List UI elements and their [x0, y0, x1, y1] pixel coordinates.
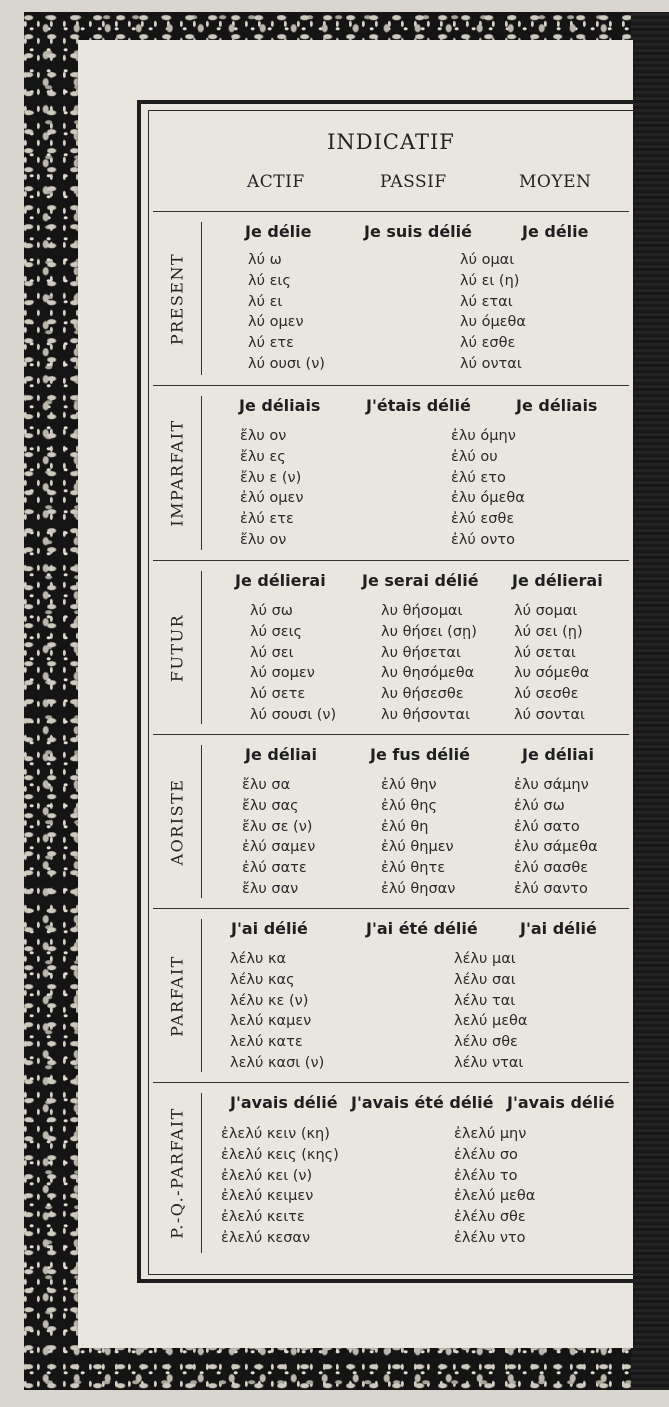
- form-cell: ἐλελύ κειμεν: [221, 1188, 314, 1205]
- form-cell: λύ εται: [460, 293, 513, 310]
- form-cell: ἐλυ όμεθα: [451, 490, 525, 507]
- form-cell: λύ σομεν: [250, 665, 315, 682]
- form-cell: ἐλύ σαντο: [514, 880, 588, 897]
- moyen-gloss: Je déliai: [522, 745, 594, 764]
- form-cell: λύ σετε: [250, 686, 306, 703]
- form-cell: λέλυ κα: [230, 951, 287, 967]
- form-cell: ἐλυ σάμεθα: [514, 839, 598, 856]
- form-cell: λύ ετε: [248, 335, 294, 352]
- form-cell: ἐλελύ κειν (κη): [221, 1126, 330, 1142]
- form-cell: ἐλύ σατε: [242, 860, 307, 877]
- section-label: PARFAIT: [167, 954, 187, 1037]
- form-cell: λύ ομεν: [248, 314, 304, 331]
- form-cell: λέλυ κας: [230, 971, 295, 988]
- form-cell: ἐλύ ου: [451, 448, 498, 465]
- form-cell: λυ θήσεσθε: [381, 686, 464, 703]
- form-cell: ἐλύ θητε: [381, 860, 446, 877]
- form-cell: ἐλέλυ σο: [454, 1146, 518, 1163]
- form-cell: λυ θήσομαι: [381, 603, 463, 619]
- form-cell: ἐλύ σασθε: [514, 860, 589, 877]
- actif-forms: [250, 601, 336, 726]
- form-cell: ἐλέλυ ντο: [454, 1229, 526, 1246]
- form-cell: λύ ουσι (ν): [248, 355, 325, 372]
- form-cell: ἐλύ σω: [514, 797, 565, 814]
- moyen-gloss: J'avais délié: [507, 1093, 615, 1112]
- actif-gloss: J'ai délié: [231, 919, 308, 938]
- form-cell: λύ σονται: [514, 706, 585, 723]
- actif-gloss: J'avais délié: [230, 1093, 338, 1112]
- form-cell: λυ θησόμεθα: [381, 665, 475, 682]
- moyen-gloss: Je déliais: [516, 396, 598, 415]
- form-cell: ἔλυ ον: [240, 531, 287, 548]
- section-present: [153, 212, 629, 385]
- passif-forms: [381, 775, 455, 900]
- passif-gloss: J'ai été délié: [366, 919, 478, 938]
- form-cell: ἐλύ ετε: [240, 511, 294, 528]
- form-cell: λύ σει (ῃ): [514, 623, 583, 640]
- moyen-forms: [454, 949, 528, 1074]
- actif-gloss: Je déliai: [245, 745, 317, 764]
- form-cell: λύ σομαι: [514, 603, 578, 619]
- form-cell: ἐλελύ κει (ν): [221, 1167, 313, 1184]
- form-cell: ἔλυ σε (ν): [242, 818, 313, 835]
- form-cell: λυ θήσονται: [381, 706, 470, 723]
- form-cell: λύ ω: [248, 252, 282, 268]
- form-cell: ἐλέλυ το: [454, 1167, 518, 1184]
- form-cell: λέλυ σθε: [454, 1034, 518, 1051]
- form-cell: ἔλυ σαν: [242, 880, 299, 897]
- form-cell: ἔλυ ον: [240, 428, 287, 444]
- form-cell: λύ ονται: [460, 355, 522, 372]
- section-label: PRESENT: [167, 252, 187, 345]
- notebook-spine: [631, 12, 669, 1390]
- form-cell: ἐλύ σαμεν: [242, 839, 316, 856]
- form-cell: ἐλύ σατο: [514, 818, 580, 835]
- form-cell: λύ σεσθε: [514, 686, 579, 703]
- form-cell: ἐλυ όμην: [451, 428, 516, 444]
- form-cell: ἐλύ θησαν: [381, 880, 456, 897]
- form-cell: λύ σω: [250, 603, 293, 619]
- form-cell: λελύ κατε: [230, 1034, 303, 1051]
- form-cell: λύ ει: [248, 293, 283, 310]
- form-cell: ἔλυ σας: [242, 797, 299, 814]
- moyen-forms: [454, 1124, 535, 1249]
- passif-forms: [381, 601, 477, 726]
- form-cell: λέλυ σαι: [454, 971, 516, 988]
- moyen-forms: [514, 775, 598, 900]
- form-cell: ἐλελύ μην: [454, 1126, 527, 1142]
- form-cell: λέλυ μαι: [454, 951, 516, 967]
- passif-gloss: Je fus délié: [370, 745, 470, 764]
- actif-gloss: Je délierai: [235, 571, 326, 590]
- section-plus-que-parfait: [153, 1083, 629, 1263]
- moyen-forms: [514, 601, 589, 726]
- moyen-forms: [460, 250, 526, 375]
- form-cell: ἐλελύ κεις (κης): [221, 1146, 339, 1163]
- form-cell: ἐλύ ετο: [451, 469, 506, 486]
- form-cell: λυ όμεθα: [460, 314, 526, 331]
- actif-gloss: Je déliais: [239, 396, 321, 415]
- form-cell: λελύ μεθα: [454, 1013, 528, 1030]
- moyen-forms: [451, 426, 525, 551]
- form-cell: ἐλύ θην: [381, 777, 437, 793]
- section-label: IMPARFAIT: [167, 419, 187, 527]
- actif-forms: [248, 250, 325, 375]
- form-cell: ἐλέλυ σθε: [454, 1209, 526, 1226]
- form-cell: λύ ει (η): [460, 272, 520, 289]
- column-header-moyen: MOYEN: [519, 172, 592, 192]
- form-cell: ἐλύ εσθε: [451, 511, 515, 528]
- form-cell: λύ εσθε: [460, 335, 516, 352]
- actif-forms: [230, 949, 324, 1074]
- section-aoriste: [153, 735, 629, 908]
- section-label: FUTUR: [167, 613, 187, 682]
- form-cell: ἔλυ ε (ν): [240, 469, 302, 486]
- form-cell: ἐλύ ομεν: [240, 490, 304, 507]
- page-title: INDICATIF: [327, 130, 455, 154]
- passif-gloss: Je serai délié: [362, 571, 479, 590]
- form-cell: λύ εις: [248, 272, 291, 289]
- actif-forms: [221, 1124, 339, 1249]
- form-cell: ἔλυ σα: [242, 777, 291, 793]
- section-label: AORISTE: [167, 778, 187, 865]
- form-cell: λύ σεται: [514, 644, 576, 661]
- passif-gloss: J'étais délié: [366, 396, 471, 415]
- moyen-gloss: Je délie: [522, 222, 589, 241]
- section-imparfait: [153, 386, 629, 560]
- form-cell: ἔλυ ες: [240, 448, 286, 465]
- form-cell: λύ σεις: [250, 623, 303, 640]
- form-cell: λυ σόμεθα: [514, 665, 590, 682]
- section-futur: [153, 561, 629, 734]
- section-parfait: [153, 909, 629, 1082]
- column-header-passif: PASSIF: [380, 172, 447, 192]
- section-label: P.-Q.-PARFAIT: [167, 1107, 187, 1239]
- form-cell: λυ θήσεται: [381, 644, 461, 661]
- form-cell: ἐλύ οντο: [451, 531, 515, 548]
- form-cell: ἐλυ σάμην: [514, 777, 589, 793]
- form-cell: ἐλελύ κειτε: [221, 1209, 305, 1226]
- form-cell: ἐλύ θημεν: [381, 839, 454, 856]
- form-cell: λέλυ κε (ν): [230, 992, 309, 1009]
- form-cell: ἐλύ θης: [381, 797, 437, 814]
- passif-gloss: Je suis délié: [364, 222, 472, 241]
- form-cell: λυ θήσει (σῃ): [381, 623, 477, 640]
- form-cell: λύ ομαι: [460, 252, 515, 268]
- form-cell: ἐλελύ κεσαν: [221, 1229, 311, 1246]
- passif-gloss: J'avais été délié: [351, 1093, 494, 1112]
- moyen-gloss: J'ai délié: [520, 919, 597, 938]
- form-cell: λύ σουσι (ν): [250, 706, 337, 723]
- form-cell: λύ σει: [250, 644, 294, 661]
- actif-gloss: Je délie: [245, 222, 312, 241]
- form-cell: λελύ κασι (ν): [230, 1054, 325, 1071]
- form-cell: λέλυ νται: [454, 1054, 524, 1071]
- form-cell: ἐλελύ μεθα: [454, 1188, 536, 1205]
- actif-forms: [240, 426, 303, 551]
- moyen-gloss: Je délierai: [512, 571, 603, 590]
- form-cell: ἐλύ θη: [381, 818, 429, 835]
- form-cell: λέλυ ται: [454, 992, 516, 1009]
- column-header-actif: ACTIF: [247, 172, 305, 192]
- actif-forms: [242, 775, 315, 900]
- form-cell: λελύ καμεν: [230, 1013, 312, 1030]
